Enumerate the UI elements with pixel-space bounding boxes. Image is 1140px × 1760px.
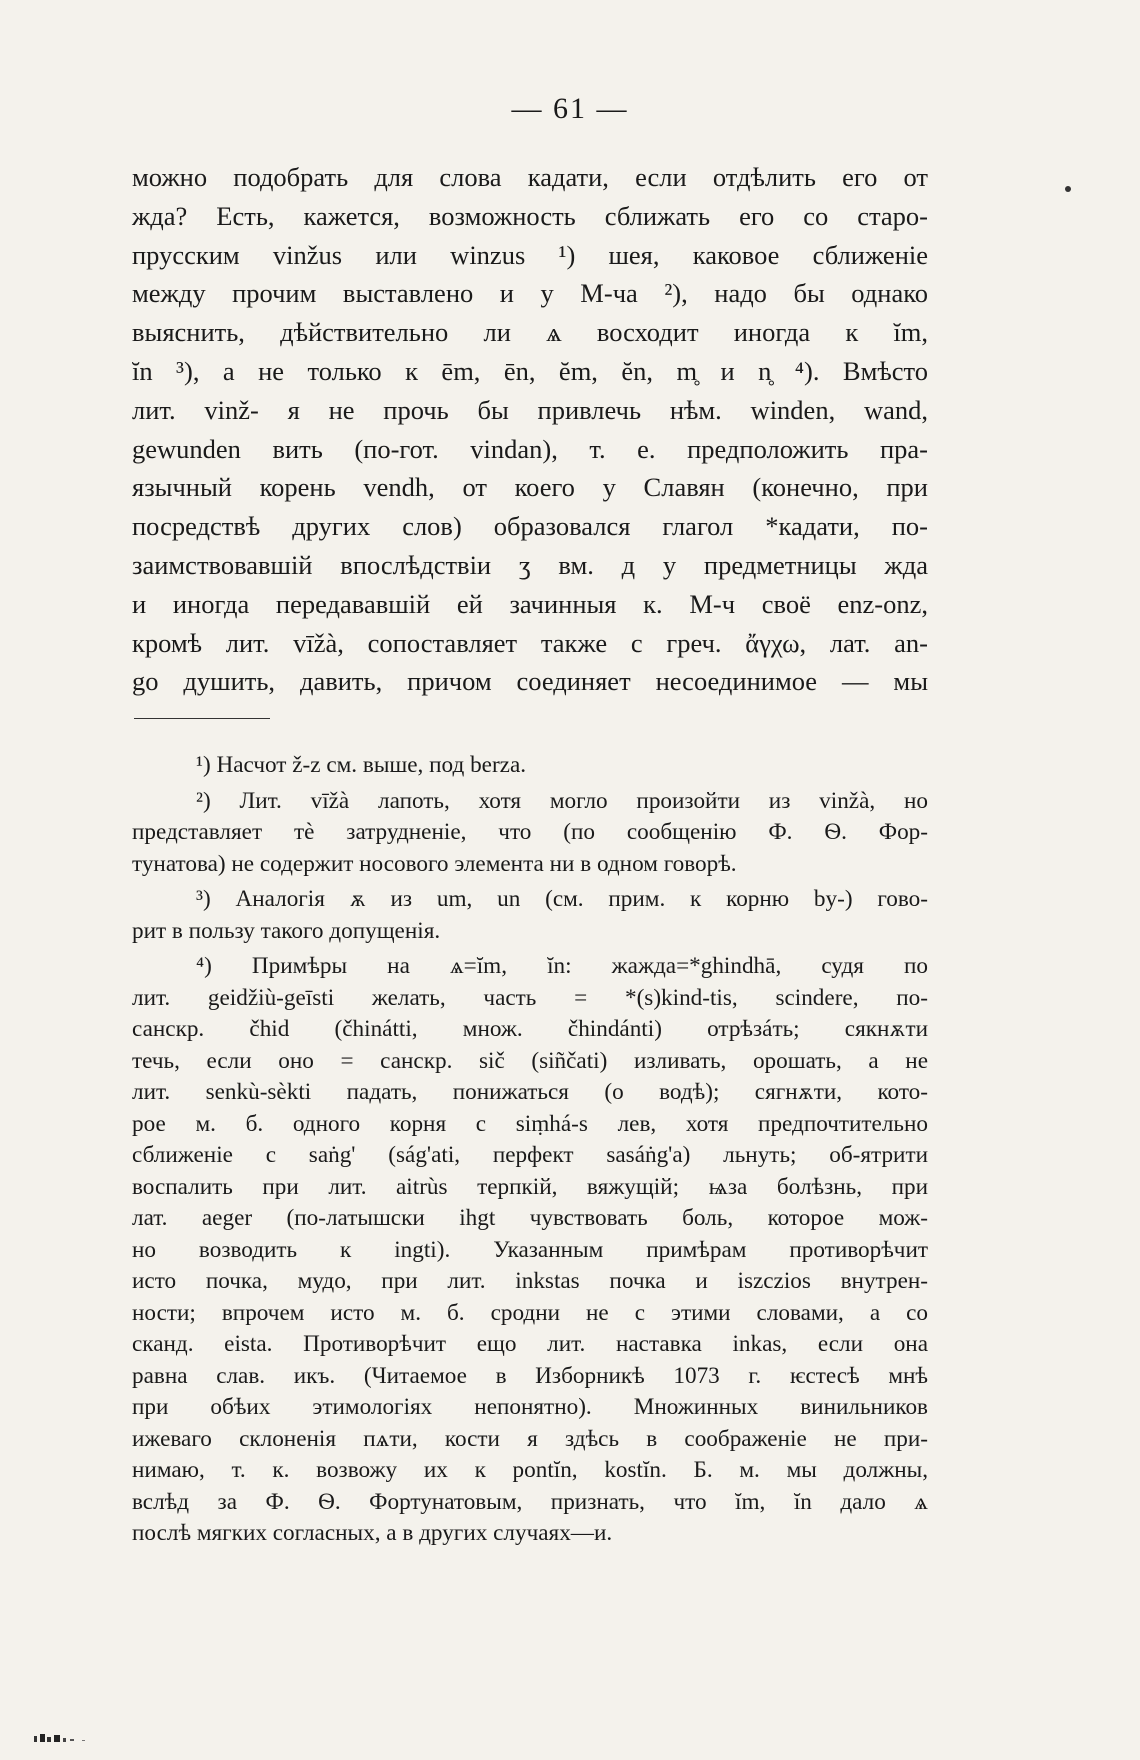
- footnote-line: послѣ мягких согласных, а в других случаях—и.: [132, 1520, 613, 1546]
- footnote-line: рое м. б. одного корня с siṃhá-s лев, хотя предпочтительно: [132, 1110, 928, 1137]
- text-line: можно подобрать для слова кадати, если отдѣлить его от: [132, 162, 928, 192]
- text-line: go душить, давить, причом соединяет несоединимое — мы: [132, 666, 928, 697]
- text-line: выяснить, дѣйствительно ли ѧ восходит иногда к ĭm,: [132, 317, 928, 348]
- page-speck: [1065, 186, 1071, 192]
- footnote-line: тунатова) не содержит носового элемента ни в одном говорѣ.: [132, 850, 737, 877]
- scan-specks: [30, 1728, 120, 1746]
- footnote-1: [132, 750, 928, 782]
- text-line: язычный корень vendh, от коего у Славян (конечно, при: [132, 472, 928, 503]
- footnote-line: ности; впрочем исто м. б. сродни не с этими словами, а со: [132, 1299, 928, 1326]
- text-line: заимствовавшій впослѣдствіи ʒ вм. д у предметницы жда: [132, 549, 928, 580]
- footnote-line: воспалить при лит. aitrùs терпкій, вяжущій; ѩза болѣзнь, при: [132, 1173, 928, 1200]
- footnote-line: при обѣих этимологіях непонятно). Множинных винильников: [132, 1394, 928, 1420]
- footnote-line: лит. senkù-sèkti падать, понижаться (о водѣ); сягнѫти, кото-: [132, 1079, 928, 1105]
- footnote-line: ¹) Насчот ž-z см. выше, под berza.: [196, 752, 527, 778]
- footnote-line: вслѣд за Ф. Ѳ. Фортунатовым, признать, что ĭm, ĭn дало ѧ: [132, 1488, 928, 1515]
- footnote-line: ³) Аналогія ѫ из um, un (см. прим. к корню by-) гово-: [196, 886, 928, 912]
- footnote-line: ижеваго склоненія пѧти, кости я здѣсь в соображеніе не при-: [132, 1425, 928, 1452]
- text-line: и иногда передававшій ей зачинныя к. М-ч своё enz-onz,: [132, 588, 928, 619]
- footnote-2: [132, 786, 928, 881]
- footnote-line: исто почка, мудо, при лит. inkstas почка и iszczios внутрен-: [132, 1268, 928, 1294]
- footnote-line: ⁴) Примѣры на ѧ=ĭm, ĭn: жажда=*ghindhā, судя по: [196, 953, 928, 979]
- footnote-divider: [134, 718, 270, 719]
- footnote-line: лат. aeger (по-латышски ihgt чувствовать боль, которое мож-: [132, 1205, 928, 1231]
- footnote-line: ²) Лит. vīžà лапоть, хотя могло произойти из vinžà, но: [196, 787, 928, 814]
- text-line: gewunden вить (по-гот. vindan), т. е. предположить пра-: [132, 433, 928, 464]
- footnote-line: сближеніе с saṅg' (ság'ati, перфект sasáṅg'a) льнуть; об-ятрити: [132, 1142, 928, 1168]
- footnote-line: равна слав. икъ. (Читаемое в Изборникѣ 1073 г. ѥстесѣ мнѣ: [132, 1362, 928, 1389]
- page-number: — 61 —: [511, 92, 629, 125]
- text-line: между прочим выставлено и у М-ча ²), надо бы однако: [132, 278, 928, 309]
- footnote-line: рит в пользу такого допущенія.: [132, 917, 441, 944]
- text-line: жда? Есть, кажется, возможность сближать его со старо-: [132, 200, 928, 231]
- text-line: ĭn ³), а не только к ēm, ēn, ĕm, ĕn, m̥ и n̥ ⁴). Вмѣсто: [132, 355, 928, 386]
- text-line: прусским vinžus или winzus ¹) шея, каковое сближеніе: [132, 239, 928, 270]
- text-line: посредствѣ других слов) образовался глагол *кадати, по-: [132, 511, 928, 542]
- text-line: лит. vinž- я не прочь бы привлечь нѣм. winden, wand,: [132, 394, 928, 425]
- footnote-line: представляет тѐ затрудненіе, что (по сообщенію Ф. Ѳ. Фор-: [132, 819, 928, 845]
- text-line: кромѣ лит. vīžà, сопоставляет также с греч. ἄγχω, лат. an-: [132, 627, 928, 658]
- footnote-line: но возводить к ingti). Указанным примѣрам противорѣчит: [132, 1236, 928, 1263]
- footnote-line: нимаю, т. к. возвожу их к pontĭn, kostĭn. Б. м. мы должны,: [132, 1457, 928, 1483]
- main-text-block: [132, 158, 928, 701]
- footnote-line: сканд. eista. Противорѣчит ещо лит. наставка inkas, если она: [132, 1331, 928, 1357]
- footnote-3: [132, 884, 928, 947]
- footnote-line: лит. geidžiù-geīsti желать, часть = *(s)kind-tis, scindere, по-: [132, 984, 928, 1011]
- footnote-line: санскр. čhid (čhinátti, множ. čhindánti) отрѣзáть; сякнѫти: [132, 1016, 928, 1042]
- footnote-line: течь, если оно = санскр. sič (siñčati) изливать, орошать, а не: [132, 1047, 928, 1074]
- footnotes-block: [132, 750, 928, 1550]
- footnote-4: [132, 951, 928, 1550]
